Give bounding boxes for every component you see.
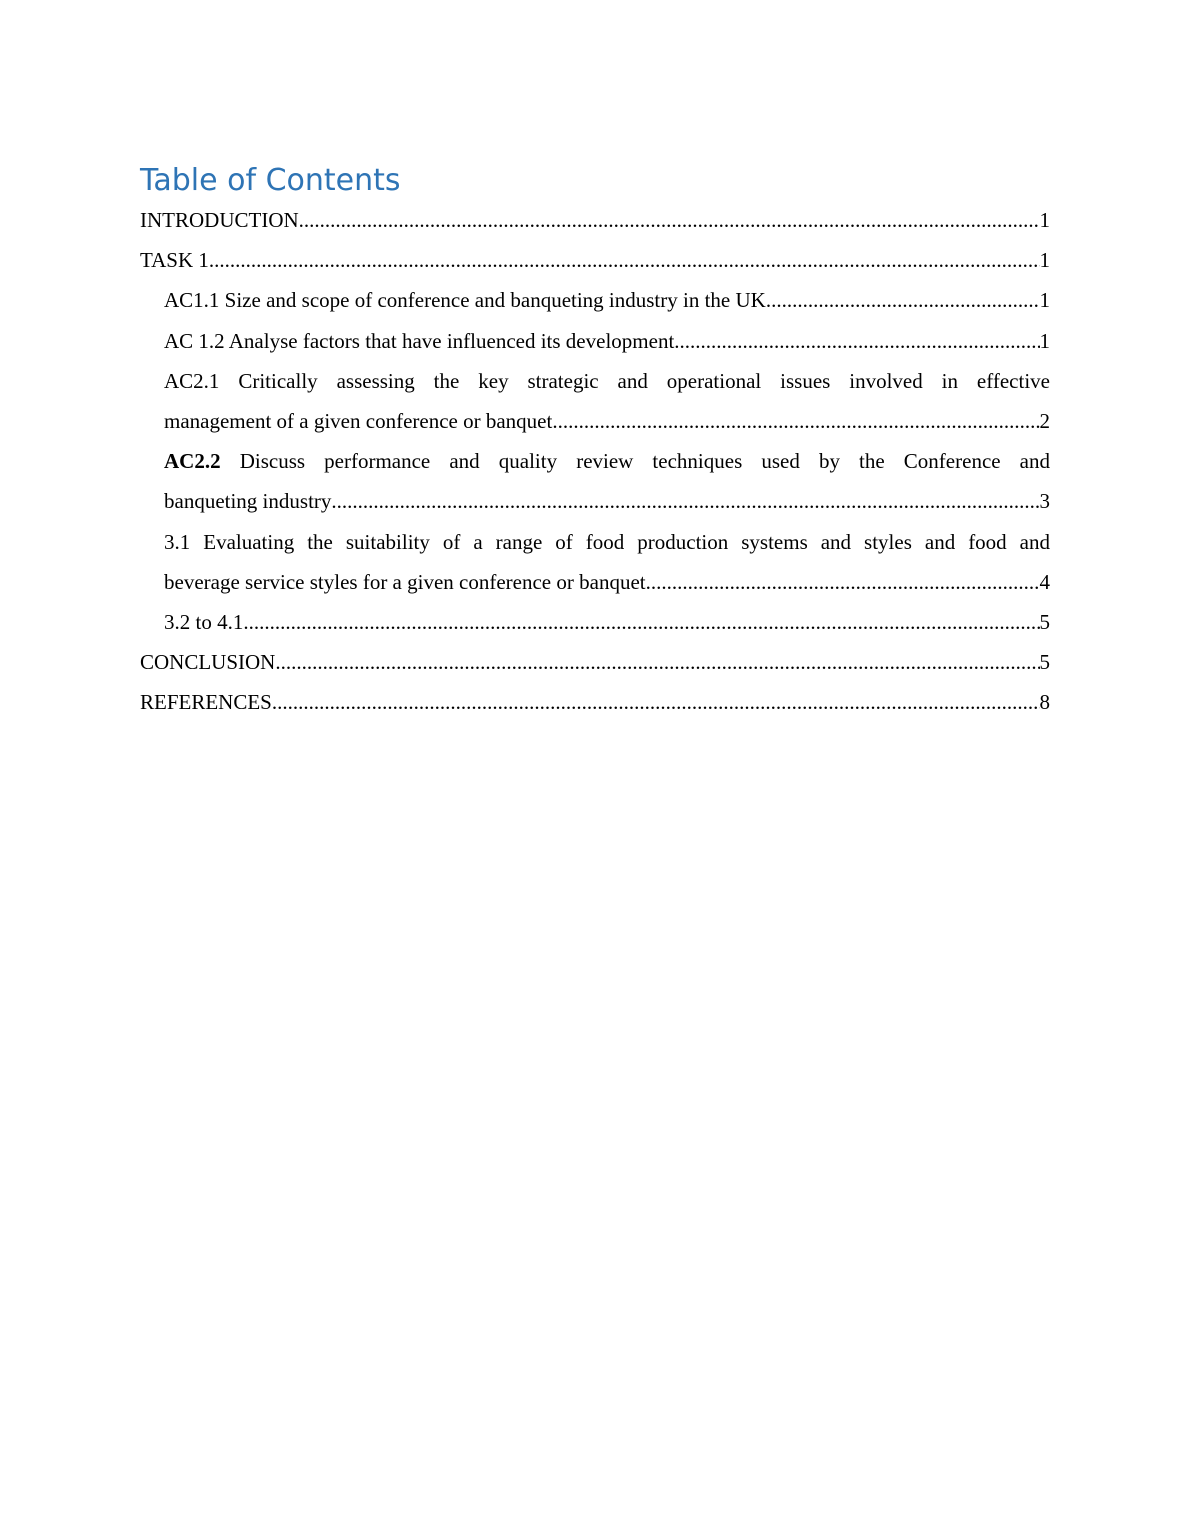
toc-entry-task-1[interactable]: [140, 240, 1050, 280]
toc-entry-label: CONCLUSION: [140, 650, 276, 675]
toc-entry-label-line1: AC2.1 Critically assessing the key strategic and operational issues involved in effective: [164, 368, 1050, 393]
toc-entry-ac2-1[interactable]: [140, 361, 1050, 441]
dot-leader: [674, 321, 1039, 361]
toc-entry-3-2-to-4-1[interactable]: [140, 602, 1050, 642]
toc-entry-label: AC 1.2 Analyse factors that have influenced its development: [164, 328, 675, 353]
dot-leader: [331, 481, 1039, 521]
document-page: [140, 160, 1050, 723]
toc-entry-label: INTRODUCTION: [140, 208, 299, 232]
toc-entry-label: 3.2 to 4.1: [164, 610, 244, 635]
toc-entry-label-line2: management of a given conference or banquet: [164, 409, 553, 434]
dot-leader: [299, 200, 1040, 240]
toc-page-number: 1: [1039, 288, 1050, 313]
toc-page-number: 1: [1039, 328, 1050, 353]
toc-entry-label-line1: [164, 441, 1050, 481]
dot-leader: [272, 682, 1040, 722]
toc-entry-conclusion[interactable]: [140, 642, 1050, 682]
toc-entry-3-1[interactable]: [140, 522, 1050, 602]
toc-page-number: 3: [1039, 489, 1050, 514]
toc-entry-ac1-1[interactable]: [140, 280, 1050, 320]
toc-page-number: 2: [1039, 409, 1050, 434]
toc-entry-ac2-2[interactable]: [140, 441, 1050, 521]
toc-entry-label-line2: beverage service styles for a given conference or banquet: [164, 569, 646, 594]
toc-entry-references[interactable]: [140, 682, 1050, 722]
toc-heading: Table of Contents: [140, 163, 401, 198]
toc-page-number: 1: [1039, 248, 1050, 273]
toc-entry-bold-prefix: AC2.2: [164, 449, 221, 474]
toc-entry-label: REFERENCES: [140, 690, 272, 715]
toc-entry-ac1-2[interactable]: [140, 321, 1050, 361]
dot-leader: [646, 562, 1040, 602]
toc-entry-label-line2: banqueting industry: [164, 489, 332, 514]
toc-page-number: 1: [1039, 208, 1050, 232]
toc-page-number: 5: [1039, 650, 1050, 675]
toc-page-number: 5: [1039, 610, 1050, 635]
toc-list: [140, 200, 1050, 723]
toc-entry-label: TASK 1: [140, 248, 209, 273]
toc-page-number: 4: [1039, 569, 1050, 594]
dot-leader: [243, 602, 1039, 642]
toc-entry-introduction[interactable]: [140, 200, 1050, 240]
toc-page-number: 8: [1039, 690, 1050, 715]
toc-entry-label-line1: 3.1 Evaluating the suitability of a range of food production systems and styles and food and: [164, 529, 1050, 554]
toc-entry-label: AC1.1 Size and scope of conference and banqueting industry in the UK: [164, 288, 766, 313]
dot-leader: [552, 401, 1039, 441]
toc-entry-label-rest: Discuss performance and quality review techniques used by the Conference and: [239, 449, 1051, 474]
dot-leader: [766, 280, 1040, 320]
dot-leader: [275, 642, 1039, 682]
dot-leader: [209, 240, 1040, 280]
